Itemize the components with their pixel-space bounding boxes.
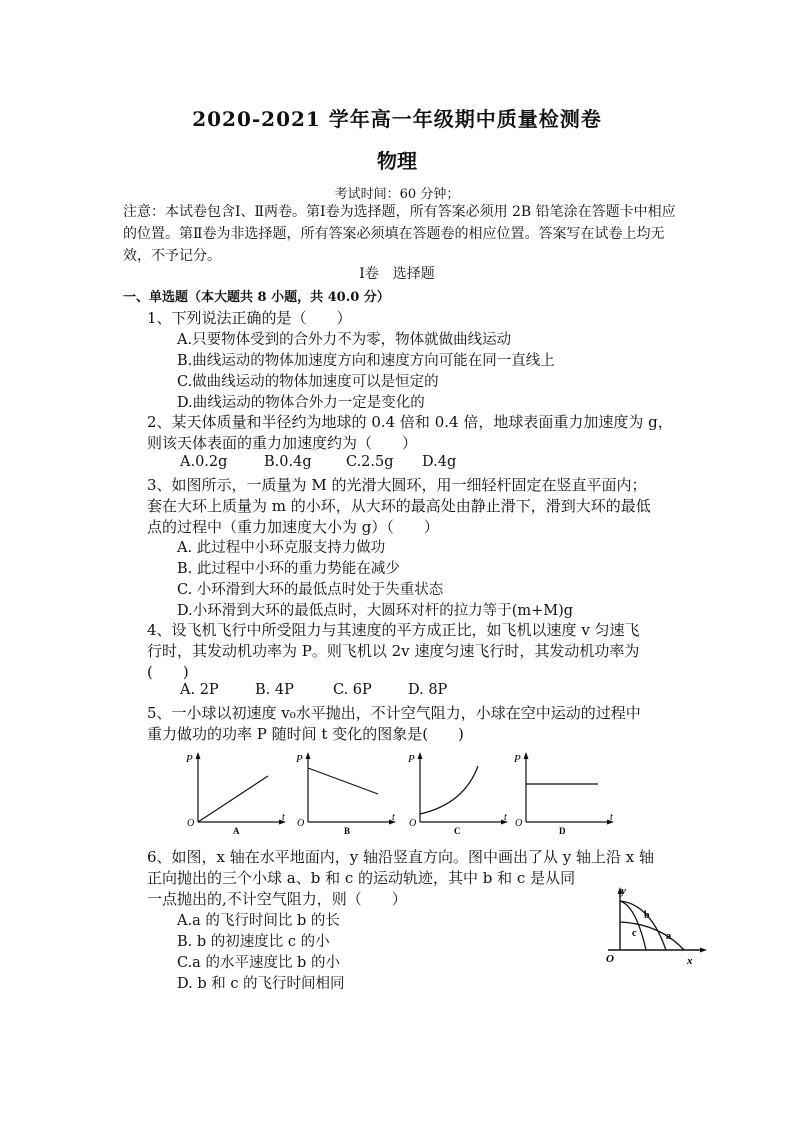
- graph-c-x-label: t: [504, 812, 507, 823]
- question-4-stem-line-2: 行时，其发动机功率为 P。则飞机以 2v 速度匀速飞行时，其发动机功率为: [147, 642, 640, 660]
- q6-label-c: c: [632, 928, 637, 939]
- graph-b-y-arrow: [306, 752, 311, 759]
- question-2-option-b: B.0.4g: [264, 454, 312, 470]
- q6-label-a: a: [666, 931, 671, 942]
- question-2-option-d: D.4g: [422, 454, 457, 470]
- q6-y-label: y: [621, 885, 626, 897]
- q6-x-label: x: [687, 955, 693, 967]
- exam-time: 考试时间：60 分钟；: [334, 187, 460, 202]
- question-5-stem-line-1: 5、一小球以初速度 v₀水平抛出，不计空气阻力，小球在空中运动的过程中: [147, 704, 641, 722]
- question-2-stem-line-2: 则该天体表面的重力加速度约为（ ）: [147, 434, 418, 452]
- question-2-stem-line-1: 2、某天体质量和半径约为地球的 0.4 倍和 0.4 倍，地球表面重力加速度为 g，: [147, 413, 673, 431]
- graph-c-origin: O: [409, 818, 417, 829]
- question-6-stem-line-1: 6、如图，x 轴在水平地面内，y 轴沿竖直方向。图中画出了从 y 轴上沿 x 轴: [147, 848, 655, 866]
- question-6-option-c: C.a 的水平速度比 b 的小: [177, 955, 340, 971]
- graph-b-x-label: t: [392, 812, 395, 823]
- question-4-stem-line-1: 4、设飞机飞行中所受阻力与其速度的平方成正比，如飞机以速度 v 匀速飞: [147, 621, 640, 639]
- exam-notice: 注意：本试卷包含Ⅰ、Ⅱ两卷。第Ⅰ卷为选择题，所有答案必须用 2B 铅笔涂在答题卡中相应的位置。第Ⅱ卷为非选择题，所有答案必须填在答题卷的相应位置。答案写在试卷上均无效，不予记分。: [123, 204, 676, 264]
- question-4-option-d: D. 8P: [408, 682, 448, 698]
- graph-a-y-label: P: [186, 753, 193, 765]
- graph-a-origin: O: [187, 818, 195, 829]
- graph-d-y-arrow: [524, 752, 529, 759]
- question-3-option-c: C. 小环滑到大环的最低点时处于失重状态: [177, 582, 444, 598]
- q6-x-arrow: [700, 948, 707, 953]
- graph-d-origin: O: [515, 818, 523, 829]
- question-3-option-d: D.小环滑到大环的最低点时，大圆环对杆的拉力等于(m+M)g: [177, 603, 574, 619]
- question-3-option-a: A. 此过程中小环克服支持力做功: [177, 540, 386, 556]
- graph-c-label: C: [454, 826, 461, 836]
- question-2-option-a: A.0.2g: [180, 454, 228, 470]
- question-1-stem: 1、下列说法正确的是（ ）: [147, 309, 352, 327]
- graph-c-y-label: P: [408, 753, 415, 765]
- graph-d-x-label: t: [610, 812, 613, 823]
- exam-title: 2020-2021 学年高一年级期中质量检测卷: [192, 107, 602, 131]
- question-5-stem-line-2: 重力做功的功率 P 随时间 t 变化的图象是( ): [147, 725, 464, 743]
- question-1-option-d: D.曲线运动的物体合外力一定是变化的: [177, 395, 425, 411]
- graph-b-origin: O: [297, 818, 305, 829]
- question-3-stem-line-1: 3、如图所示，一质量为 M 的光滑大圆环，用一细轻杆固定在竖直平面内；: [147, 476, 647, 494]
- graph-c-y-arrow: [418, 752, 423, 759]
- question-4-option-a: A. 2P: [180, 682, 219, 698]
- question-4-option-c: C. 6P: [333, 682, 372, 698]
- question-3-stem-line-3: 点的过程中（重力加速度大小为 g）（ ）: [147, 518, 439, 536]
- graph-b-y-label: P: [296, 753, 303, 765]
- section-title: Ⅰ卷 选择题: [359, 266, 435, 282]
- question-1-option-a: A.只要物体受到的合外力不为零，物体就做曲线运动: [177, 332, 512, 348]
- question-6-option-d: D. b 和 c 的飞行时间相同: [177, 976, 345, 992]
- graph-d: [508, 748, 618, 838]
- question-6-stem-line-3: 一点抛出的,不计空气阻力，则（ ）: [147, 890, 407, 908]
- question-3-option-b: B. 此过程中小环的重力势能在减少: [177, 561, 400, 577]
- graph-c-curve: [420, 766, 478, 814]
- question-4-stem-line-3: ( ): [147, 663, 189, 681]
- graph-b: [290, 748, 400, 838]
- graph-a-y-arrow: [196, 752, 201, 759]
- question-4-option-b: B. 4P: [255, 682, 294, 698]
- part-heading: 一、单选题（本大题共 8 小题，共 40.0 分）: [123, 290, 390, 305]
- question-6-figure: [600, 884, 710, 968]
- graph-b-curve: [308, 768, 378, 794]
- question-6-option-a: A.a 的飞行时间比 b 的长: [177, 913, 340, 929]
- graph-b-label: B: [344, 826, 351, 836]
- graph-d-y-label: P: [514, 753, 521, 765]
- graph-d-label: D: [559, 826, 566, 836]
- graph-a: [180, 748, 290, 838]
- q6-trajectory-a: [620, 922, 684, 950]
- question-1-option-c: C.做曲线运动的物体加速度可以是恒定的: [177, 374, 439, 390]
- question-1-option-b: B.曲线运动的物体加速度方向和速度方向可能在同一直线上: [177, 353, 555, 369]
- question-6-stem-line-2: 正向抛出的三个小球 a、b 和 c 的运动轨迹，其中 b 和 c 是从同: [147, 869, 576, 887]
- graph-a-curve: [198, 776, 268, 822]
- graph-c: [402, 748, 512, 838]
- question-6-option-b: B. b 的初速度比 c 的小: [177, 934, 330, 950]
- question-2-option-c: C.2.5g: [346, 454, 394, 470]
- graph-a-x-label: t: [282, 812, 285, 823]
- q6-origin: O: [606, 953, 614, 965]
- q6-label-b: b: [644, 910, 650, 921]
- graph-a-label: A: [233, 826, 240, 836]
- question-3-stem-line-2: 套在大环上质量为 m 的小环，从大环的最高处由静止滑下，滑到大环的最低: [147, 497, 651, 515]
- subject-title: 物理: [377, 149, 417, 173]
